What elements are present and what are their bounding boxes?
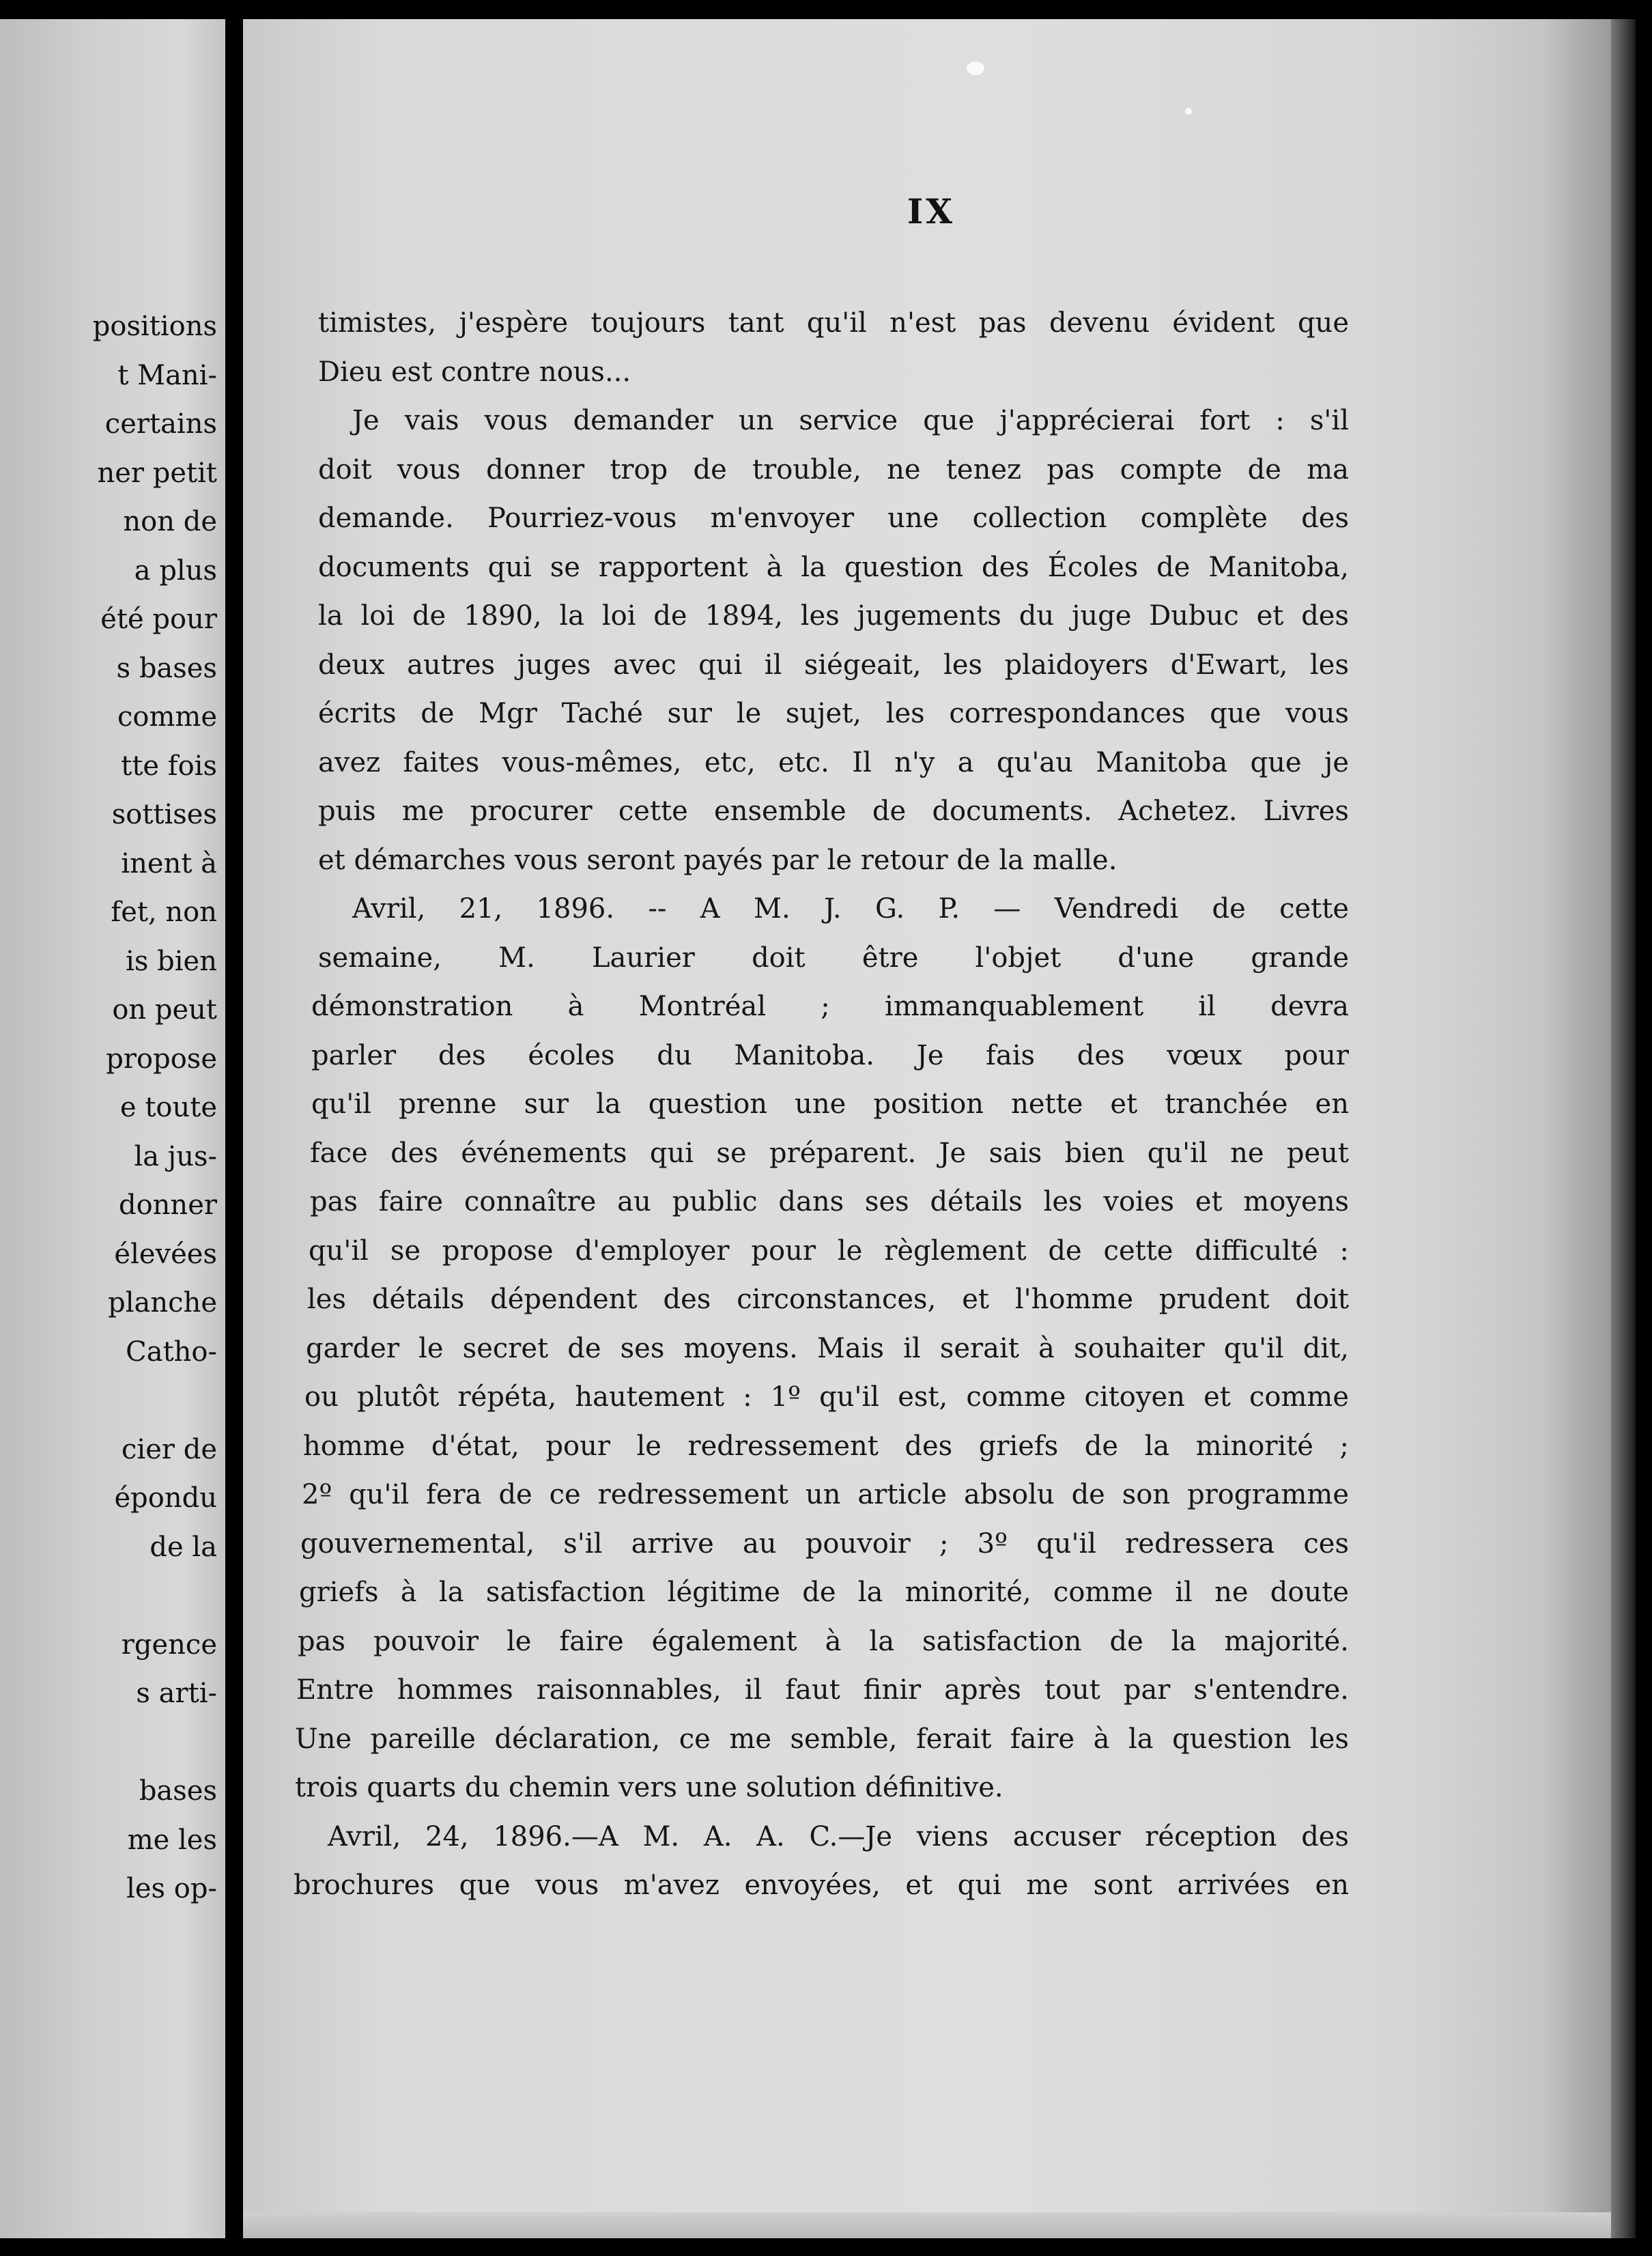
text-line: pas faire connaître au public dans ses détails les voies et moyens <box>310 1186 1349 1217</box>
text-line: semaine, M. Laurier doit être l'objet d'une grande <box>318 942 1349 974</box>
left-page-fragment: bases <box>139 1775 217 1807</box>
left-page-fragment: e toute <box>119 1092 217 1123</box>
left-page-fragment: la jus- <box>134 1140 217 1172</box>
text-line: Dieu est contre nous... <box>318 356 631 388</box>
left-page-fragment: été pour <box>100 604 217 635</box>
text-line: garder le secret de ses moyens. Mais il serait à souhaiter qu'il dit, <box>306 1332 1349 1364</box>
paper-speck <box>1185 108 1192 115</box>
text-line: les détails dépendent des circonstances, et l'homme prudent doit <box>307 1284 1349 1315</box>
left-page-fragment: certains <box>104 408 217 440</box>
text-line: griefs à la satisfaction légitime de la minorité, comme il ne doute <box>299 1577 1349 1608</box>
text-line: doit vous donner trop de trouble, ne tenez pas compte de ma <box>318 453 1349 485</box>
text-line: qu'il prenne sur la question une position nette et tranchée en <box>311 1088 1349 1120</box>
text-line: homme d'état, pour le redressement des griefs de la minorité ; <box>303 1430 1349 1462</box>
text-line: deux autres juges avec qui il siégeait, les plaidoyers d'Ewart, les <box>318 649 1349 681</box>
left-page-fragment: a plus <box>134 554 217 587</box>
text-line: 2º qu'il fera de ce redressement un article absolu de son programme <box>302 1479 1349 1510</box>
left-page-fragment: t Mani- <box>117 359 217 391</box>
text-line: brochures que vous m'avez envoyées, et qui me sont arrivées en <box>294 1870 1349 1901</box>
text-line: puis me procurer cette ensemble de documents. Achetez. Livres <box>318 795 1349 827</box>
text-line: face des événements qui se préparent. Je sais bien qu'il ne peut <box>310 1137 1349 1169</box>
text-line: qu'il se propose d'employer pour le règlement de cette difficulté : <box>309 1235 1349 1267</box>
text-line: Je vais vous demander un service que j'apprécierai fort : s'il <box>352 405 1349 436</box>
left-page-fragment: comme <box>117 701 217 733</box>
left-page-fragment: cier de <box>122 1433 217 1465</box>
text-line: écrits de Mgr Taché sur le sujet, les correspondances que vous <box>318 698 1349 729</box>
page-number: IX <box>907 191 956 231</box>
text-line: parler des écoles du Manitoba. Je fais des vœux pour <box>311 1039 1349 1071</box>
left-page-fragment: sottises <box>111 799 217 830</box>
paper-speck <box>967 61 984 75</box>
left-page-fragment: inent à <box>121 847 217 879</box>
left-page-fragment: non de <box>123 506 217 537</box>
text-line: pas pouvoir le faire également à la satisfaction de la majorité. <box>298 1625 1349 1657</box>
left-page-fragment: donner <box>118 1189 217 1221</box>
left-page-fragment: s arti- <box>136 1678 217 1709</box>
left-page-fragment: rgence <box>121 1628 217 1661</box>
text-line: trois quarts du chemin vers une solution définitive. <box>295 1772 1003 1803</box>
text-line: Avril, 24, 1896.—A M. A. A. C.—Je viens accuser réception des <box>328 1820 1349 1852</box>
left-page-fragment: ner petit <box>97 457 217 489</box>
left-page-fragment: propose <box>106 1043 217 1075</box>
left-page-fragment: s bases <box>116 652 217 684</box>
text-line: gouvernemental, s'il arrive au pouvoir ; 3º qu'il redressera ces <box>300 1527 1349 1560</box>
previous-page-strip <box>0 19 225 2238</box>
page-bottom-edge <box>243 2212 1611 2238</box>
left-page-fragment: élevées <box>114 1238 217 1270</box>
text-line: démonstration à Montréal ; immanquablement il devra <box>311 991 1349 1022</box>
left-page-fragment: les op- <box>126 1873 217 1904</box>
text-line: demande. Pourriez-vous m'envoyer une collection complète des <box>318 503 1349 534</box>
left-page-fragment: épondu <box>114 1482 217 1514</box>
left-page-fragment: Catho- <box>126 1336 217 1368</box>
book-page <box>243 19 1611 2238</box>
left-page-fragment: on peut <box>112 994 217 1026</box>
text-line: Avril, 21, 1896. -- A M. J. G. P. — Vendredi de cette <box>352 893 1349 925</box>
text-line: documents qui se rapportent à la question des Écoles de Manitoba, <box>318 551 1349 583</box>
left-page-fragment: de la <box>149 1531 217 1563</box>
text-line: Entre hommes raisonnables, il faut finir après tout par s'entendre. <box>296 1674 1349 1706</box>
left-page-fragment: me les <box>127 1824 217 1856</box>
text-line: la loi de 1890, la loi de 1894, les jugements du juge Dubuc et des <box>318 600 1349 632</box>
text-line: Une pareille déclaration, ce me semble, ferait faire à la question les <box>295 1723 1349 1755</box>
left-page-fragment: positions <box>92 311 217 342</box>
text-line: timistes, j'espère toujours tant qu'il n'est pas devenu évident que <box>318 307 1349 339</box>
left-page-fragment: planche <box>108 1287 217 1319</box>
text-line: avez faites vous-mêmes, etc, etc. Il n'y a qu'au Manitoba que je <box>318 746 1349 778</box>
page-text <box>294 299 1349 1910</box>
book-gutter <box>225 0 243 2256</box>
left-page-fragment: is bien <box>126 945 217 977</box>
left-page-fragment: fet, non <box>111 897 217 928</box>
page-edge <box>1611 19 1636 2238</box>
left-page-fragment: tte fois <box>121 750 217 782</box>
text-line: ou plutôt répéta, hautement : 1º qu'il est, comme citoyen et comme <box>304 1381 1349 1413</box>
text-line: et démarches vous seront payés par le retour de la malle. <box>318 844 1117 876</box>
